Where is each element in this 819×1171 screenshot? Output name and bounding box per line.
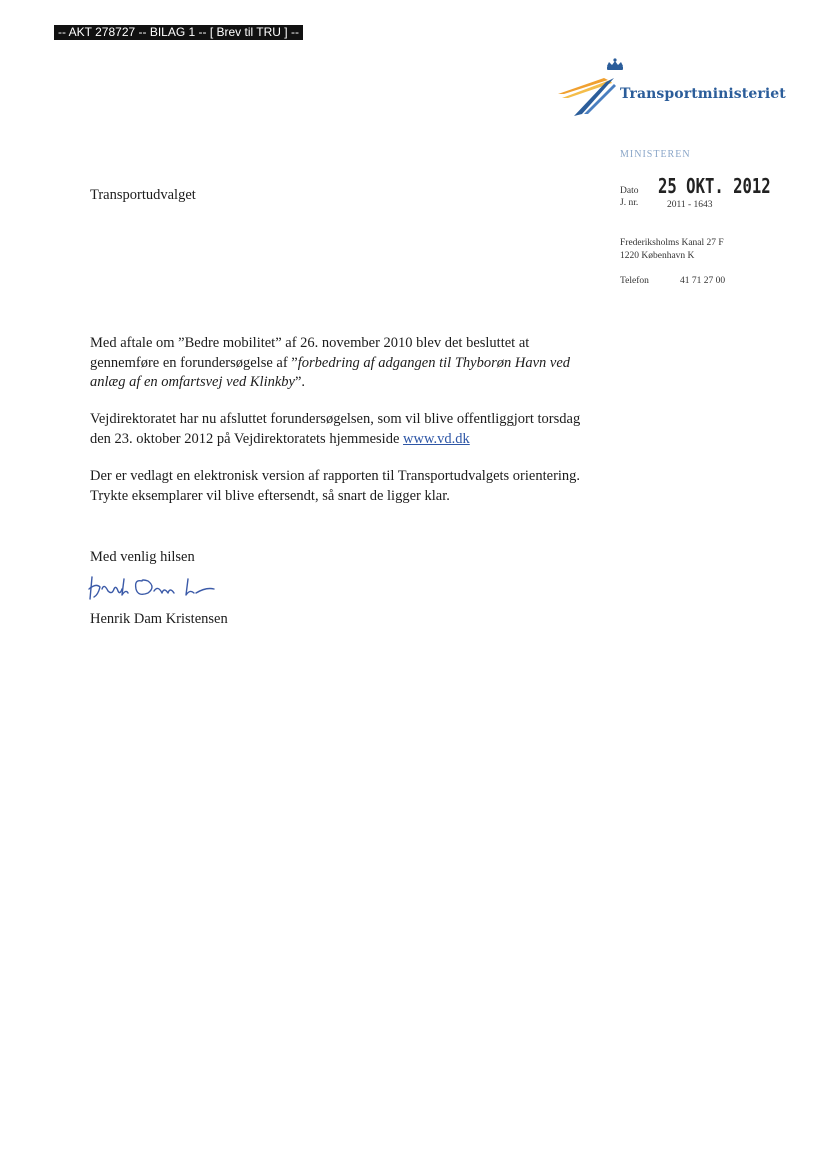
address-line-1: Frederiksholms Kanal 27 F — [620, 238, 724, 248]
signer-name: Henrik Dam Kristensen — [90, 611, 228, 627]
ref-label: J. nr. — [620, 198, 639, 208]
document-stamp: -- AKT 278727 -- BILAG 1 -- [ Brev til TRU ] -- — [54, 25, 303, 40]
paragraph-2 — [90, 410, 590, 449]
date-label: Dato — [620, 186, 639, 196]
logo-wordmark: Transportministeriet — [620, 86, 786, 102]
paragraph-1-text: Med aftale om ”Bedre mobilitet” af 26. november 2010 blev det besluttet at gennemføre en forundersøgelse af ” — [90, 335, 530, 371]
phone-label: Telefon — [620, 276, 649, 286]
ref-value: 2011 - 1643 — [667, 200, 713, 210]
logo-emblem — [556, 56, 626, 120]
closing: Med venlig hilsen — [90, 549, 195, 565]
crown-icon — [607, 58, 623, 70]
address-line-2: 1220 København K — [620, 251, 695, 261]
paragraph-3: Der er vedlagt en elektronisk version af rapporten til Transportudvalgets orientering. Trykte eksemplarer vil blive eftersendt, så snart de ligger klar. — [90, 468, 581, 504]
ministry-logo — [556, 56, 786, 120]
handwritten-signature — [86, 571, 251, 603]
paragraph-1-end: ”. — [294, 374, 306, 390]
paragraph-2-text: Vejdirektoratet har nu afsluttet forundersøgelsen, som vil blive offentliggjort torsdag den 23. oktober 2012 på Vejdirektoratets hjemmeside — [90, 411, 581, 447]
paragraph-1-italic: forbedring af adgangen til Thyborøn Havn ved anlæg af en omfartsvej ved Klinkby — [90, 354, 571, 390]
sender-unit: MINISTEREN — [620, 149, 691, 160]
date-stamp: 25 OKT. 2012 — [658, 174, 771, 198]
phone-value: 41 71 27 00 — [680, 276, 726, 286]
paragraph-1 — [90, 334, 590, 393]
recipient: Transportudvalget — [90, 187, 196, 203]
website-link[interactable]: www.vd.dk — [403, 430, 470, 447]
